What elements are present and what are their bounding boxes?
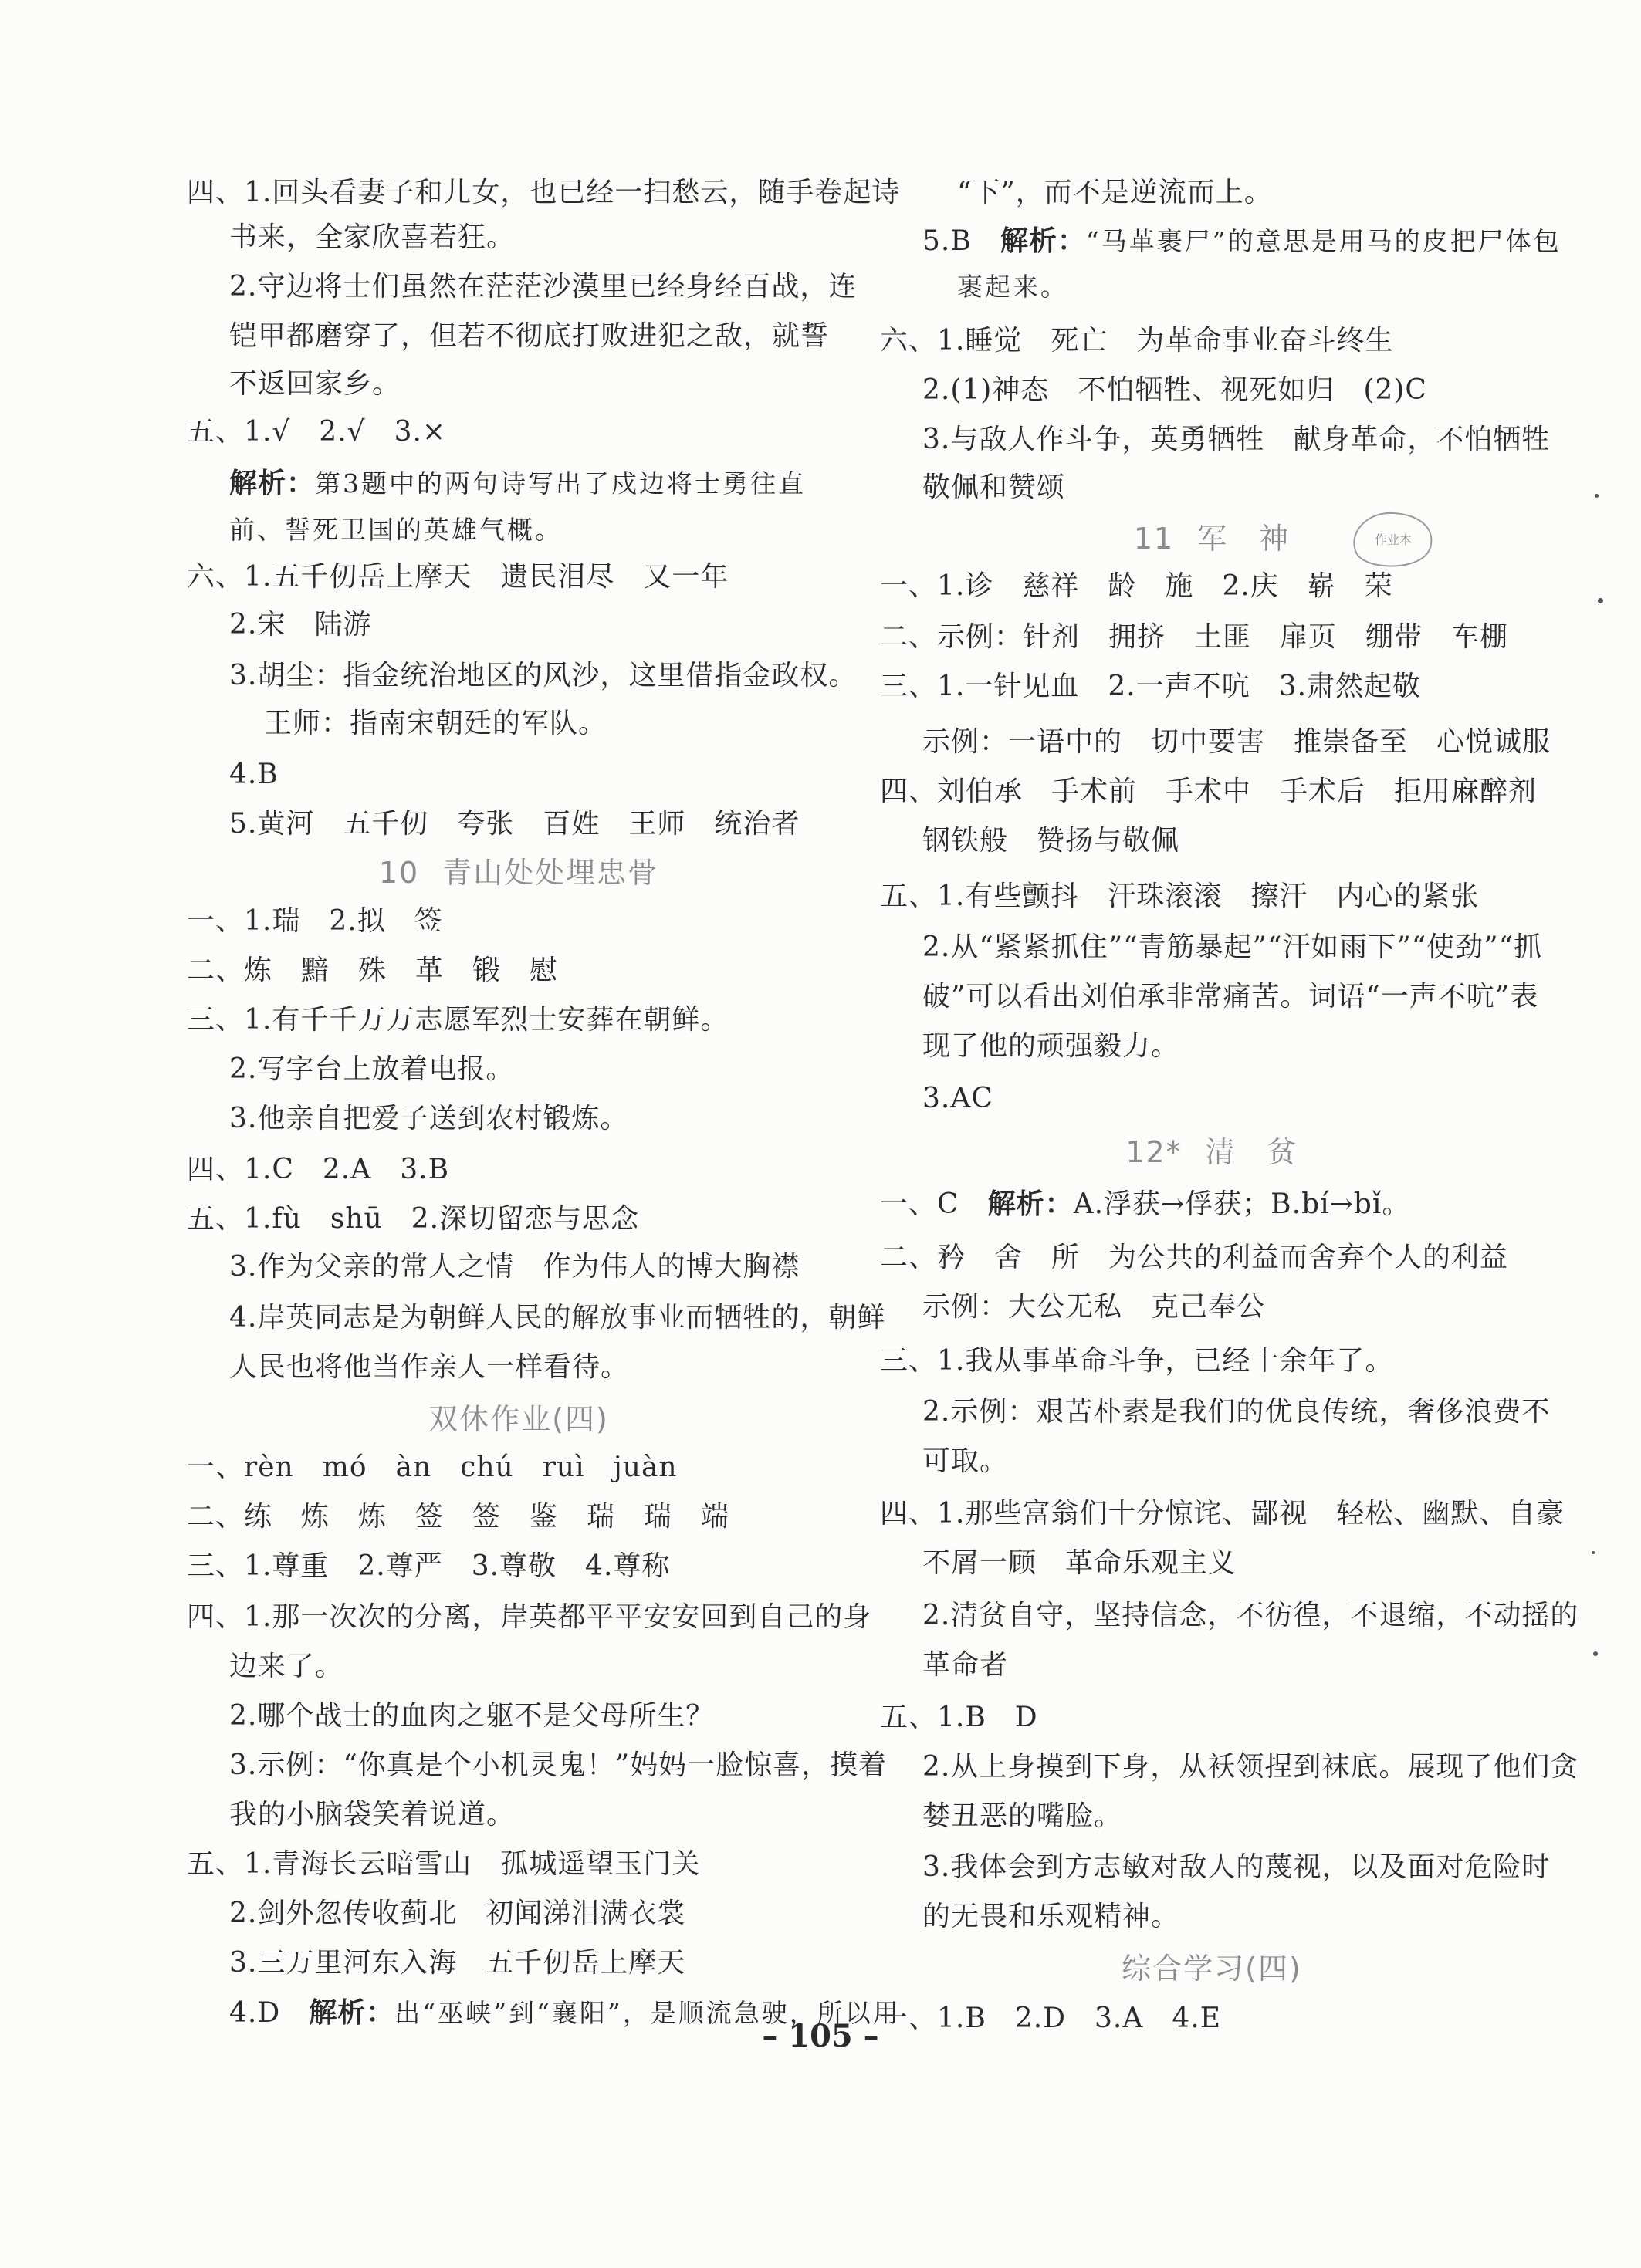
analysis-line [922, 224, 1561, 259]
answer-line: 钢铁般 赞扬与敬佩 [922, 825, 1180, 857]
answer-line: 边来了。 [229, 1651, 344, 1682]
answer-line: 3.作为父亲的常人之情 作为伟人的博大胸襟 [229, 1251, 800, 1283]
answer-line: 2.守边将士们虽然在茫茫沙漠里已经身经百战，连 [229, 271, 858, 303]
answer-line: 三、1.有千千万万志愿军烈士安葬在朝鲜。 [187, 1004, 729, 1036]
answer-line: 敬佩和赞颂 [922, 472, 1066, 503]
answer-choice: 一、C [880, 1188, 959, 1220]
section-number: 12* [1125, 1135, 1183, 1169]
page-number: – 105 – [762, 2018, 879, 2054]
answer-line: 的无畏和乐观精神。 [922, 1901, 1180, 1932]
answer-line: 示例：大公无私 克己奉公 [922, 1291, 1266, 1323]
answer-line: 2.示例：艰苦朴素是我们的优良传统，奢侈浪费不 [922, 1396, 1551, 1428]
analysis-text: A.浮获→俘获；B.bí→bǐ。 [1073, 1188, 1411, 1220]
answer-line: 二、示例：针剂 拥挤 土匪 扉页 绷带 车棚 [880, 621, 1509, 653]
answer-line: “下”，而不是逆流而上。 [957, 177, 1273, 208]
answer-line: 3.他亲自把爱子送到农村锻炼。 [229, 1103, 629, 1134]
answer-line: 四、1.回头看妻子和儿女，也已经一扫愁云，随手卷起诗 [187, 177, 901, 208]
answer-line: 5.黄河 五千仞 夸张 百姓 王师 统治者 [229, 808, 800, 840]
answer-line: 2.清贫自守，坚持信念，不彷徨，不退缩，不动摇的 [922, 1600, 1579, 1631]
answer-line: 2.(1)神态 不怕牺牲、视死如归 (2)C [922, 374, 1427, 406]
answer-line: 王师：指南宋朝廷的军队。 [264, 708, 607, 739]
answer-line: 人民也将他当作亲人一样看待。 [229, 1351, 630, 1383]
answer-line: 六、1.五千仞岳上摩天 遗民泪尽 又一年 [187, 561, 729, 593]
answer-line: 一、1.B 2.D 3.A 4.E [880, 2003, 1221, 2034]
answer-line: 2.剑外忽传收蓟北 初闻涕泪满衣裳 [229, 1898, 686, 1929]
speck [1595, 494, 1599, 498]
answer-line: 3.与敌人作斗争，英勇牺牲 献身革命，不怕牺牲 [922, 424, 1551, 455]
section-heading-11 [880, 521, 1544, 556]
answer-line: 不屑一顾 革命乐观主义 [922, 1547, 1237, 1579]
answer-line: 五、1.B D [880, 1702, 1038, 1733]
answer-line: 2.从“紧紧抓住”“青筋暴起”“汗如雨下”“使劲”“抓 [922, 931, 1542, 963]
answer-line: 一、1.瑞 2.拟 签 [187, 905, 443, 937]
answer-line: 二、炼 黯 殊 革 锻 慰 [187, 955, 559, 986]
answer-line: 3.我体会到方志敏对敌人的蔑视，以及面对危险时 [922, 1851, 1551, 1883]
section-title: 清 贫 [1205, 1135, 1298, 1169]
answer-line: 3.胡尘：指金统治地区的风沙，这里借指金政权。 [229, 660, 858, 691]
answer-line: 示例：一语中的 切中要害 推崇备至 心悦诚服 [922, 726, 1551, 758]
answer-line: 2.宋 陆游 [229, 609, 372, 641]
answer-line: 二、矜 舍 所 为公共的利益而舍弃个人的利益 [880, 1242, 1509, 1273]
section-title: 军 神 [1197, 522, 1291, 556]
answer-line: 2.写字台上放着电报。 [229, 1053, 515, 1085]
speck [1598, 598, 1603, 603]
section-number: 11 [1133, 522, 1175, 556]
analysis-line: 前、誓死卫国的英雄气概。 [229, 515, 563, 545]
answer-line: 4.岸英同志是为朝鲜人民的解放事业而牺牲的，朝鲜 [229, 1302, 886, 1333]
answer-line: 一、1.诊 慈祥 龄 施 2.庆 崭 荣 [880, 570, 1393, 602]
answer-line: 四、1.那一次次的分离，岸英都平平安安回到自己的身 [187, 1601, 872, 1633]
svg-text:作业本: 作业本 [1374, 532, 1413, 547]
answer-line: 三、1.我从事革命斗争，已经十余年了。 [880, 1345, 1394, 1377]
analysis-text: “马革裹尸”的意思是用马的皮把尸体包 [1085, 226, 1561, 256]
answer-line: 可取。 [922, 1445, 1009, 1477]
answer-line: 五、1.fù shū 2.深切留恋与思念 [187, 1203, 640, 1235]
answer-line: 3.三万里河东入海 五千仞岳上摩天 [229, 1947, 686, 1979]
analysis-line: 裹起来。 [957, 272, 1068, 302]
speck [1593, 1651, 1598, 1656]
answer-line: 破”可以看出刘伯承非常痛苦。词语“一声不吭”表 [922, 981, 1539, 1012]
answer-choice: 5.B [922, 225, 972, 257]
answer-line: 书来，全家欣喜若狂。 [229, 221, 516, 253]
answer-line: 现了他的顽强毅力。 [922, 1030, 1180, 1062]
speck [1592, 1551, 1595, 1554]
answer-line: 五、1.√ 2.√ 3.× [187, 416, 447, 448]
analysis-text: 第3题中的两句诗写出了戍边将士勇往直 [315, 468, 807, 499]
section-heading-12 [880, 1134, 1544, 1170]
section-heading-shuangxiu: 双休作业(四) [428, 1402, 609, 1436]
analysis-label: 解析： [987, 1188, 1074, 1220]
answer-line: 4.B [229, 759, 279, 790]
answer-line: 铠甲都磨穿了，但若不彻底打败进犯之敌，就誓 [229, 320, 830, 352]
answer-line: 一、rèn mó àn chú ruì juàn [187, 1452, 678, 1483]
analysis-label: 解析： [309, 1996, 395, 2029]
answer-line: 四、刘伯承 手术前 手术中 手术后 拒用麻醉剂 [880, 776, 1538, 807]
answer-line: 3.示例：“你真是个小机灵鬼！”妈妈一脸惊喜，摸着 [229, 1749, 888, 1781]
analysis-label: 解析： [1000, 225, 1086, 257]
answer-line: 婪丑恶的嘴脸。 [922, 1800, 1123, 1832]
answer-line: 三、1.一针见血 2.一声不吭 3.肃然起敬 [880, 671, 1422, 702]
answer-line: 六、1.睡觉 死亡 为革命事业奋斗终生 [880, 325, 1394, 357]
stamp-logo [1347, 505, 1440, 572]
section-title: 青山处处埋忠骨 [442, 856, 659, 890]
answer-line: 五、1.有些颤抖 汗珠滚滚 擦汗 内心的紧张 [880, 880, 1480, 912]
answer-line: 四、1.那些富翁们十分惊诧、鄙视 轻松、幽默、自豪 [880, 1498, 1565, 1529]
answer-line: 革命者 [922, 1649, 1009, 1681]
analysis-label: 解析： [229, 467, 316, 499]
section-heading-10 [187, 855, 851, 891]
section-number: 10 [378, 856, 420, 890]
answer-line: 2.从上身摸到下身，从袄领捏到袜底。展现了他们贪 [922, 1751, 1579, 1783]
analysis-text: 出“巫峡”到“襄阳”，是顺流急驶，所以用 [394, 1998, 901, 2028]
answer-line: 二、练 炼 炼 签 签 鉴 瑞 瑞 端 [187, 1501, 730, 1533]
answer-line: 四、1.C 2.A 3.B [187, 1154, 450, 1185]
analysis-line [880, 1187, 1410, 1222]
answer-line: 五、1.青海长云暗雪山 孤城遥望玉门关 [187, 1848, 701, 1880]
answer-line: 我的小脑袋笑着说道。 [229, 1799, 516, 1830]
answer-line: 2.哪个战士的血肉之躯不是父母所生？ [229, 1700, 715, 1732]
answer-line: 三、1.尊重 2.尊严 3.尊敬 4.尊称 [187, 1550, 671, 1582]
analysis-line [229, 466, 806, 501]
answer-line: 不返回家乡。 [229, 368, 401, 400]
section-heading-zonghe: 综合学习(四) [1122, 1952, 1302, 1986]
answer-choice: 4.D [229, 1997, 281, 2029]
answer-line: 3.AC [922, 1083, 993, 1114]
